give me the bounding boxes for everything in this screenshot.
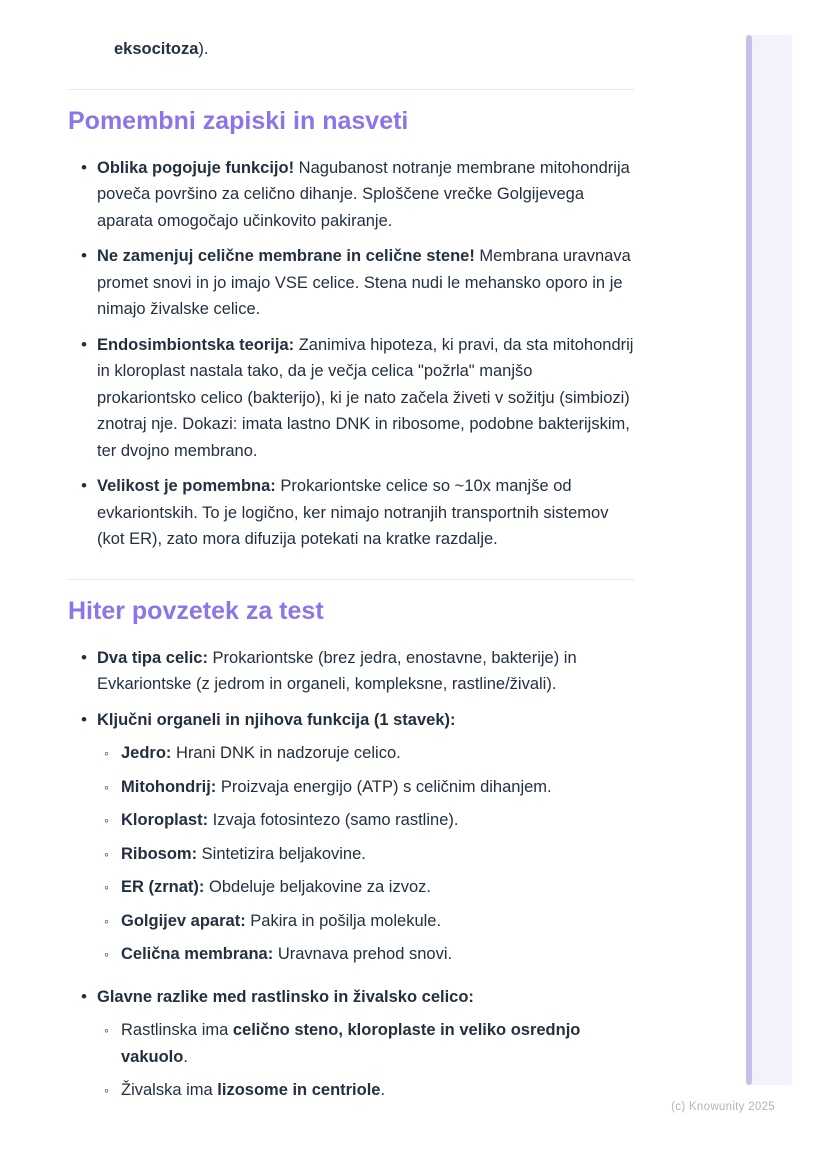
circle-bullet-icon: ◦: [104, 1022, 109, 1038]
regular-text: Nagubanost notranje membrane mitohondrija poveča površino za celično dihanje. Sploščene vrečke Golgijevega aparata omogočajo učinkovito pakiranje.: [97, 158, 630, 230]
bold-text: Endosimbiontska teorija:: [97, 335, 295, 354]
list-item-body: [121, 908, 634, 935]
circle-bullet-icon: ◦: [104, 946, 109, 962]
list-item: [68, 645, 634, 698]
list-item: [97, 841, 634, 868]
list-item-body: [121, 807, 634, 834]
bold-text: Jedro:: [121, 744, 172, 762]
list-item-text: [121, 841, 634, 868]
regular-text: Izvaja fotosintezo (samo rastline).: [208, 811, 459, 829]
section-divider: [68, 89, 634, 90]
circle-bullet-icon: ◦: [104, 912, 109, 929]
list-item-body: [121, 1077, 634, 1104]
list-item-body: [121, 841, 634, 868]
list-item: [97, 1017, 634, 1070]
bold-text: Glavne razlike med rastlinsko in živalsko celico:: [97, 987, 474, 1006]
list-item-text: [97, 473, 634, 553]
bold-text: Ribosom:: [121, 844, 198, 863]
regular-text: Proizvaja energijo (ATP) s celičnim dihanjem.: [216, 777, 552, 796]
list-item-text: [121, 874, 634, 901]
list-item: [97, 941, 634, 968]
sections: [68, 89, 634, 1111]
circle-bullet-icon: ◦: [104, 1082, 109, 1098]
regular-text: Hrani DNK in nadzoruje celico.: [171, 744, 401, 762]
list-item-text: [97, 984, 634, 1011]
list-item-body: [97, 473, 634, 553]
regular-text: .: [183, 1047, 188, 1066]
nested-list: [97, 740, 634, 968]
list-item-body: [97, 155, 634, 235]
circle-bullet-icon: ◦: [104, 879, 109, 895]
list-item: [97, 807, 634, 834]
regular-text: Živalska ima: [121, 1081, 218, 1099]
bullet-list: [68, 155, 634, 553]
regular-text: Rastlinska ima: [121, 1021, 233, 1039]
bold-text: Oblika pogojuje funkcijo!: [97, 158, 295, 177]
regular-text: Sintetizira beljakovine.: [197, 844, 366, 863]
list-item: [68, 984, 634, 1111]
regular-text: Prokariontske celice so ~10x manjše od evkariontskih. To je logično, ker nimajo notranjih transportnih sistemov (kot ER), zato mora difuzija potekati na kratke razdalje.: [97, 477, 609, 548]
list-item: [68, 243, 634, 323]
list-item: [97, 908, 634, 935]
bold-text: Ključni organeli in njihova funkcija (1 stavek):: [97, 710, 456, 729]
list-item-body: [121, 874, 634, 901]
bold-text: Dva tipa celic:: [97, 648, 208, 667]
continuation-paragraph: [114, 36, 634, 63]
section-title: Pomembni zapiski in nasveti: [68, 106, 409, 135]
circle-bullet-icon: ◦: [104, 745, 109, 761]
list-item-text: [97, 155, 634, 235]
bold-text: Ne zamenjuj celične membrane in celične stene!: [97, 247, 475, 265]
bullet-icon: •: [81, 157, 87, 177]
bullet-icon: •: [81, 986, 87, 1006]
list-item: [97, 874, 634, 901]
bold-text: Velikost je pomembna:: [97, 477, 276, 495]
continuation-rest-text: ).: [198, 40, 209, 58]
copyright-footer: (c) Knowunity 2025: [671, 1101, 775, 1113]
list-item-text: [121, 1017, 634, 1070]
bold-text: lizosome in centriole: [217, 1081, 381, 1099]
regular-text: Membrana uravnava promet snovi in jo imajo VSE celice. Stena nudi le mehansko oporo in je nimajo živalske celice.: [97, 247, 631, 318]
list-item: [97, 1077, 634, 1104]
bullet-icon: •: [81, 647, 87, 667]
note-content: [68, 0, 634, 1120]
regular-text: Pakira in pošilja molekule.: [245, 911, 442, 930]
regular-text: .: [380, 1081, 386, 1099]
list-item-text: [97, 243, 634, 323]
continuation-bold-text: eksocitoza: [114, 40, 199, 58]
bullet-icon: •: [81, 476, 87, 495]
bold-text: Mitohondrij:: [121, 777, 217, 796]
list-item-text: [121, 941, 634, 968]
list-item-text: [97, 645, 634, 698]
list-item-body: [97, 645, 634, 698]
bold-text: ER (zrnat):: [121, 878, 205, 896]
scrollbar-thumb[interactable]: [746, 35, 752, 1085]
list-item: [68, 332, 634, 465]
list-item-text: [121, 1077, 634, 1104]
list-item-text: [97, 707, 634, 734]
list-item: [68, 707, 634, 975]
circle-bullet-icon: ◦: [104, 778, 109, 795]
list-item-body: [97, 243, 634, 323]
list-item-text: [121, 908, 634, 935]
list-item: [68, 155, 634, 235]
list-item-text: [97, 332, 634, 465]
list-item-body: [121, 1017, 634, 1070]
bullet-list: [68, 645, 634, 1111]
scrollbar-track[interactable]: [746, 35, 792, 1085]
regular-text: Zanimiva hipoteza, ki pravi, da sta mitohondrij in kloroplast nastala tako, da je večja celica "požrla" manjšo prokariontsko celico (bakterijo), ki je nato začela živeti v sožitju (simbiozi) znotraj nje. Dokazi: imata lastno DNK in ribosome, podobne bakterijskim, ter dvojno membrano.: [97, 335, 634, 460]
bold-text: Kloroplast:: [121, 811, 209, 829]
list-item-body: [97, 984, 634, 1111]
section-divider: [68, 579, 634, 580]
list-item: [68, 473, 634, 553]
list-item-body: [97, 332, 634, 465]
bold-text: Golgijev aparat:: [121, 911, 246, 930]
nested-list: [97, 1017, 634, 1104]
list-item-text: [121, 740, 634, 767]
regular-text: Uravnava prehod snovi.: [273, 945, 453, 963]
regular-text: Prokariontske (brez jedra, enostavne, bakterije) in Evkariontske (z jedrom in organeli, kompleksne, rastline/živali).: [97, 648, 577, 693]
list-item-text: [121, 807, 634, 834]
bold-text: celično steno, kloroplaste in veliko osrednjo vakuolo: [121, 1021, 581, 1066]
bold-text: Celična membrana:: [121, 945, 274, 963]
list-item-body: [121, 774, 634, 801]
circle-bullet-icon: ◦: [104, 845, 109, 862]
section-title: Hiter povzetek za test: [68, 596, 324, 625]
regular-text: Obdeluje beljakovine za izvoz.: [204, 878, 431, 896]
list-item: [97, 740, 634, 767]
bullet-icon: •: [81, 246, 87, 265]
circle-bullet-icon: ◦: [104, 812, 109, 828]
list-item: [97, 774, 634, 801]
list-item-body: [121, 740, 634, 767]
bullet-icon: •: [81, 334, 87, 354]
bullet-icon: •: [81, 709, 87, 729]
list-item-text: [121, 774, 634, 801]
list-item-body: [97, 707, 634, 975]
list-item-body: [121, 941, 634, 968]
